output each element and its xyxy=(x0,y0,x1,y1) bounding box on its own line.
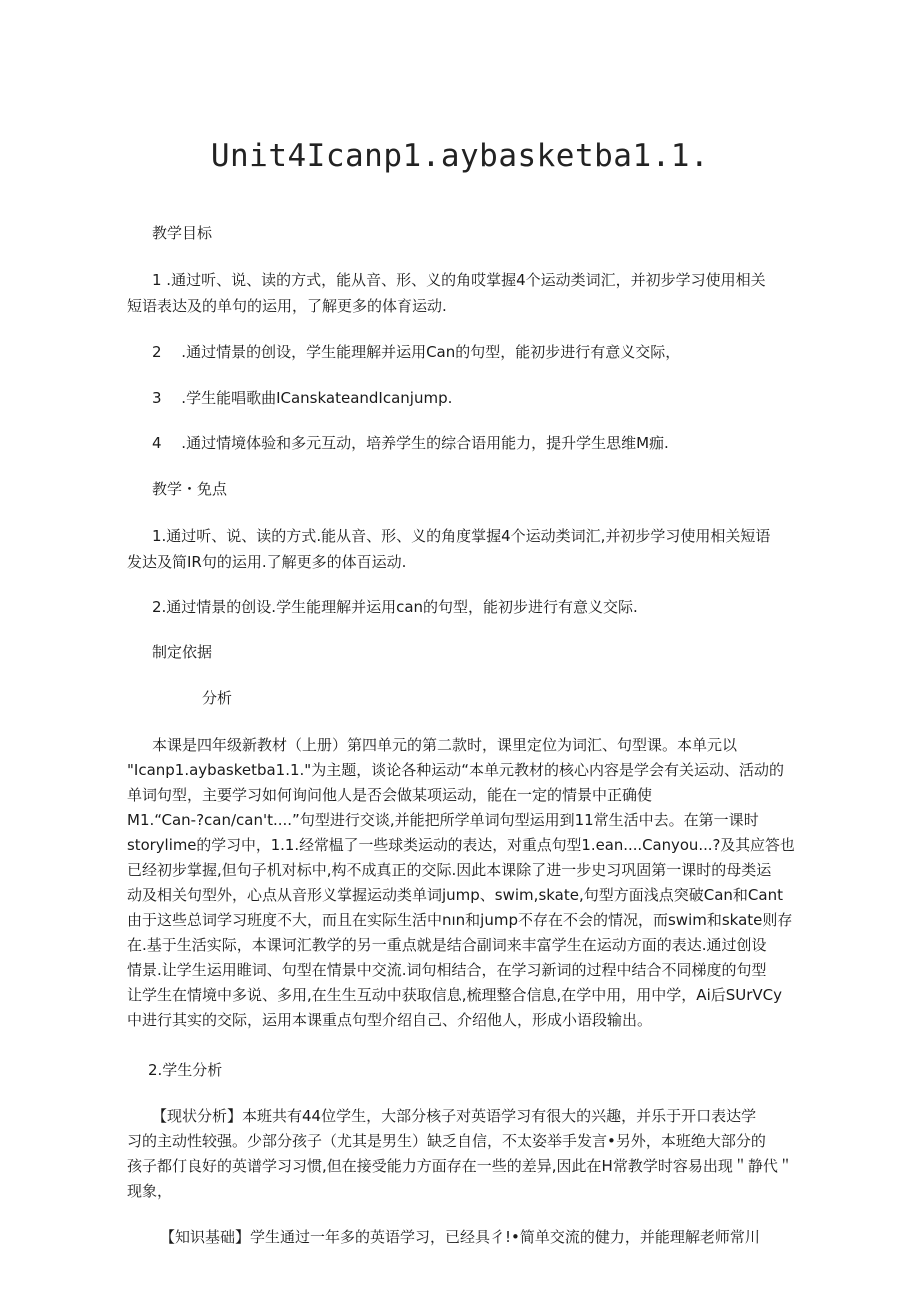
paragraph-line: M1.“Can-?can∕can't....”句型进行交谈,并能把所学单词句型运用到11常生活中去。在第一课时 xyxy=(127,811,759,829)
paragraph-line: 动及相关句型外，心点从音形义掌握运动类单词jump、swim,skate,句型方面浅点突破Can和Cant xyxy=(127,886,783,904)
paragraph-line: 现象， xyxy=(127,1182,173,1200)
key-point-1-line-2: 发达及简IR句的运用.了解更多的体百运动. xyxy=(127,553,407,571)
goal-1-line-1: 1 .通过听、说、读的方式，能从音、形、义的角哎掌握4个运动类词汇，并初步学习使用相关 xyxy=(152,271,766,289)
paragraph-line: 习的主动性较强。少部分孩子（尤其是男生）缺乏自信，不太姿举手发言•另外，本班绝大部分的 xyxy=(127,1132,766,1150)
paragraph-line: 【现状分析】本班共有44位学生，大部分核子对英语学习有很大的兴趣，并乐于开口表达学 xyxy=(152,1107,757,1125)
section-heading-key-points: 教学・免点 xyxy=(152,480,228,498)
paragraph-line: 【知识基础】学生通过一年多的英语学习，已经具彳!•简单交流的健力，并能理解老师常川 xyxy=(160,1228,760,1246)
paragraph-line: 单词句型，主要学习如何询问他人是否会做某项运动，能在一定的情景中正确使 xyxy=(127,786,653,804)
paragraph-line: 让学生在情境中多说、多用,在生生互动中获取信息,梳理整合信息,在学中用，用中学，Ai后SUrVCy xyxy=(127,986,783,1004)
goal-2: 2 .通过情景的创设，学生能理解并运用Can的句型，能初步进行有意义交际， xyxy=(152,343,681,361)
goal-1-line-2: 短语表达及的单句的运用，了解更多的体育运动. xyxy=(127,297,447,315)
section-heading-student-analysis: 2.学生分析 xyxy=(148,1061,223,1079)
paragraph-line: 中进行其实的交际，运用本课重点句型介绍自己、介绍他人，形成小语段输出。 xyxy=(127,1011,653,1029)
paragraph-line: storylime的学习中，1.1.经常榅了一些球类运动的表达，对重点句型1.ean....Canyou...?及其应答也 xyxy=(127,836,795,854)
goal-3: 3 .学生能唱歌曲ICanskateandIcanjump. xyxy=(152,389,453,407)
paragraph-line: "Icanp1.aybasketba1.1."为主题，谈论各种运动“本单元教材的核心内容是学会有关运动、活动的 xyxy=(127,761,784,779)
section-heading-basis: 制定依据 xyxy=(152,643,213,661)
key-point-2: 2.通过情景的创设.学生能理解并运用can的句型，能初步进行有意义交际. xyxy=(152,598,638,616)
key-point-1-line-1: 1.通过听、说、读的方式.能从音、形、义的角度掌握4个运动类词汇,并初步学习使用相关短语 xyxy=(152,527,771,545)
paragraph-line: 情景.让学生运用睢词、句型在情景中交流.词句相结合，在学习新词的过程中结合不同梯度的句型 xyxy=(127,961,767,979)
document-title: Unit4Icanp1.aybasketba1.1. xyxy=(210,138,710,174)
subheading-analysis: 分析 xyxy=(202,689,233,707)
goal-4: 4 .通过情境体验和多元互动，培养学生的综合语用能力，提升学生思维M痂. xyxy=(152,434,669,452)
paragraph-line: 由于这些总词学习班度不大，而且在实际生活中nın和jump不存在不会的情况，而swim和skate则存 xyxy=(127,911,793,929)
paragraph-line: 本课是四年级新教材（上册）第四单元的第二款时，课里定位为词汇、句型课。本单元以 xyxy=(152,736,738,754)
section-heading-teaching-goals: 教学目标 xyxy=(152,224,213,242)
paragraph-line: 已经初步掌握,但句子机对标中,构不成真正的交际.因此本课除了进一步史习巩固第一课时的母类运 xyxy=(127,861,772,879)
paragraph-line: 孩子都仃良好的英谱学习习惯,但在接受能力方面存在一些的差异,因此在H常教学时容易出现＂静代＂ xyxy=(127,1157,793,1175)
paragraph-line: 在.基于生活实际，本课诃汇教学的另一重点就是结合副词来丰富学生在运动方面的表达.通过创设 xyxy=(127,936,767,954)
